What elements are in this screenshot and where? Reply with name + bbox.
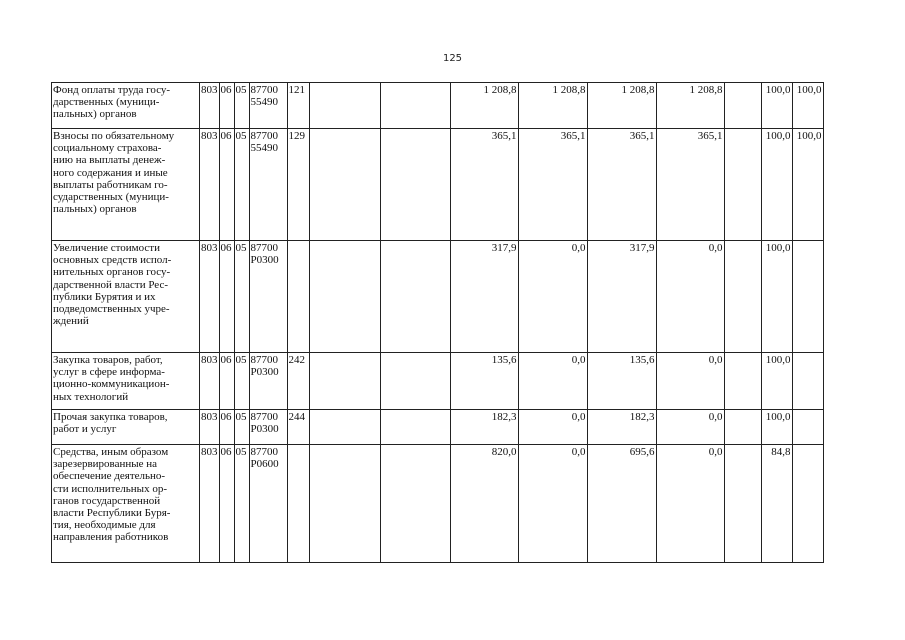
expense-name	[52, 445, 200, 563]
target-code-line: 87700	[250, 446, 278, 458]
empty-cell	[309, 445, 380, 563]
empty-cell	[380, 241, 450, 353]
expense-type-code	[287, 241, 309, 353]
target-code	[249, 83, 287, 129]
expense-name-line: ждений	[53, 315, 89, 328]
execution-percent: 100,0	[761, 241, 792, 353]
expense-name-line: Прочая закупка товаров,	[53, 411, 168, 423]
table-body	[52, 83, 824, 563]
section-code: 06	[219, 445, 234, 563]
expense-name	[52, 410, 200, 445]
ministry-code: 803	[200, 410, 220, 445]
budget-table	[51, 82, 824, 563]
expense-name-line: тия, необходимые для	[53, 519, 156, 532]
expense-name-line: ного содержания и иные	[53, 166, 168, 179]
expense-name-line: публики Бурятия и их	[53, 290, 156, 303]
plan-amount-federal: 0,0	[518, 445, 587, 563]
expense-name	[52, 83, 200, 129]
expense-type-code: 121	[287, 83, 309, 129]
target-code-line: 87700	[250, 242, 278, 254]
empty-cell	[380, 83, 450, 129]
executed-amount: 317,9	[587, 241, 656, 353]
execution-percent-federal	[792, 410, 823, 445]
subsection-code: 05	[234, 83, 249, 129]
expense-name-line: нию на выплаты денеж-	[53, 154, 166, 167]
expense-name-line: дарственной власти Рес-	[53, 278, 169, 291]
executed-amount: 365,1	[587, 129, 656, 241]
target-code	[249, 445, 287, 563]
target-code	[249, 410, 287, 445]
empty-cell	[724, 353, 761, 410]
expense-name-line: зарезервированные на	[53, 458, 158, 471]
executed-amount: 695,6	[587, 445, 656, 563]
plan-amount: 1 208,8	[450, 83, 518, 129]
target-code	[249, 241, 287, 353]
execution-percent-federal: 100,0	[792, 129, 823, 241]
empty-cell	[309, 410, 380, 445]
section-code: 06	[219, 83, 234, 129]
target-code-line: 87700	[250, 411, 278, 423]
expense-type-code: 129	[287, 129, 309, 241]
ministry-code: 803	[200, 445, 220, 563]
empty-cell	[380, 445, 450, 563]
empty-cell	[380, 353, 450, 410]
target-code-line: 87700	[250, 130, 278, 142]
ministry-code: 803	[200, 129, 220, 241]
expense-name-line: обеспечение деятельно-	[53, 470, 166, 483]
executed-amount-federal: 365,1	[656, 129, 724, 241]
table-row	[52, 83, 824, 129]
section-code: 06	[219, 353, 234, 410]
expense-name-line: сударственных (муници-	[53, 191, 169, 204]
empty-cell	[724, 129, 761, 241]
plan-amount-federal: 0,0	[518, 241, 587, 353]
executed-amount-federal: 0,0	[656, 445, 724, 563]
target-code-line: 55490	[250, 96, 278, 109]
subsection-code: 05	[234, 129, 249, 241]
empty-cell	[309, 353, 380, 410]
expense-name	[52, 129, 200, 241]
execution-percent: 100,0	[761, 83, 792, 129]
expense-name-line: работ и услуг	[53, 423, 117, 436]
expense-name-line: пальных) органов	[53, 108, 137, 121]
expense-name-line: Увеличение стоимости	[53, 242, 160, 254]
expense-name-line: направления работников	[53, 531, 169, 544]
expense-name-line: ных технологий	[53, 390, 129, 403]
empty-cell	[724, 83, 761, 129]
execution-percent: 100,0	[761, 410, 792, 445]
empty-cell	[724, 410, 761, 445]
execution-percent-federal	[792, 353, 823, 410]
expense-name-line: Закупка товаров, работ,	[53, 354, 163, 366]
expense-name-line: пальных) органов	[53, 203, 137, 216]
empty-cell	[380, 410, 450, 445]
expense-name-line: нительных органов госу-	[53, 266, 171, 279]
execution-percent-federal	[792, 241, 823, 353]
execution-percent-federal: 100,0	[792, 83, 823, 129]
executed-amount-federal: 0,0	[656, 241, 724, 353]
subsection-code: 05	[234, 353, 249, 410]
plan-amount-federal: 365,1	[518, 129, 587, 241]
expense-name-line: ционно-коммуникацион-	[53, 378, 170, 391]
subsection-code: 05	[234, 241, 249, 353]
expense-name-line: дарственных (муници-	[53, 96, 160, 109]
expense-type-code: 242	[287, 353, 309, 410]
table-row	[52, 129, 824, 241]
executed-amount-federal: 0,0	[656, 410, 724, 445]
target-code-line: Р0300	[250, 423, 279, 436]
expense-name-line: власти Республики Буря-	[53, 507, 171, 520]
expense-name-line: социальному страхова-	[53, 142, 162, 155]
execution-percent-federal	[792, 445, 823, 563]
table-row	[52, 445, 824, 563]
empty-cell	[309, 83, 380, 129]
expense-type-code: 244	[287, 410, 309, 445]
expense-name-line: Взносы по обязательному	[53, 130, 175, 142]
empty-cell	[309, 241, 380, 353]
ministry-code: 803	[200, 241, 220, 353]
plan-amount: 135,6	[450, 353, 518, 410]
subsection-code: 05	[234, 410, 249, 445]
target-code-line: Р0300	[250, 254, 279, 267]
plan-amount: 365,1	[450, 129, 518, 241]
target-code-line: 87700	[250, 84, 278, 96]
section-code: 06	[219, 241, 234, 353]
ministry-code: 803	[200, 83, 220, 129]
expense-name-line: подведомственных учре-	[53, 303, 170, 316]
expense-name-line: ганов государственной	[53, 494, 161, 507]
expense-type-code	[287, 445, 309, 563]
plan-amount-federal: 0,0	[518, 410, 587, 445]
ministry-code: 803	[200, 353, 220, 410]
page-number: 125	[442, 53, 463, 64]
expense-name-line: сти исполнительных ор-	[53, 482, 167, 495]
table-row	[52, 241, 824, 353]
executed-amount-federal: 0,0	[656, 353, 724, 410]
subsection-code: 05	[234, 445, 249, 563]
target-code	[249, 129, 287, 241]
plan-amount: 182,3	[450, 410, 518, 445]
target-code-line: Р0600	[250, 458, 279, 471]
executed-amount: 135,6	[587, 353, 656, 410]
executed-amount-federal: 1 208,8	[656, 83, 724, 129]
plan-amount: 820,0	[450, 445, 518, 563]
execution-percent: 100,0	[761, 129, 792, 241]
target-code-line: 55490	[250, 142, 278, 155]
table-row	[52, 353, 824, 410]
executed-amount: 182,3	[587, 410, 656, 445]
empty-cell	[724, 445, 761, 563]
expense-name-line: основных средств испол-	[53, 254, 172, 267]
empty-cell	[724, 241, 761, 353]
expense-name-line: Средства, иным образом	[53, 446, 169, 458]
expense-name-line: выплаты работникам го-	[53, 178, 168, 191]
expense-name-line: услуг в сфере информа-	[53, 366, 165, 379]
empty-cell	[380, 129, 450, 241]
section-code: 06	[219, 410, 234, 445]
plan-amount-federal: 0,0	[518, 353, 587, 410]
target-code-line: 87700	[250, 354, 278, 366]
target-code-line: Р0300	[250, 366, 279, 379]
plan-amount-federal: 1 208,8	[518, 83, 587, 129]
expense-name	[52, 353, 200, 410]
executed-amount: 1 208,8	[587, 83, 656, 129]
section-code: 06	[219, 129, 234, 241]
plan-amount: 317,9	[450, 241, 518, 353]
table-row	[52, 410, 824, 445]
empty-cell	[309, 129, 380, 241]
target-code	[249, 353, 287, 410]
execution-percent: 84,8	[761, 445, 792, 563]
expense-name	[52, 241, 200, 353]
execution-percent: 100,0	[761, 353, 792, 410]
expense-name-line: Фонд оплаты труда госу-	[53, 84, 171, 96]
